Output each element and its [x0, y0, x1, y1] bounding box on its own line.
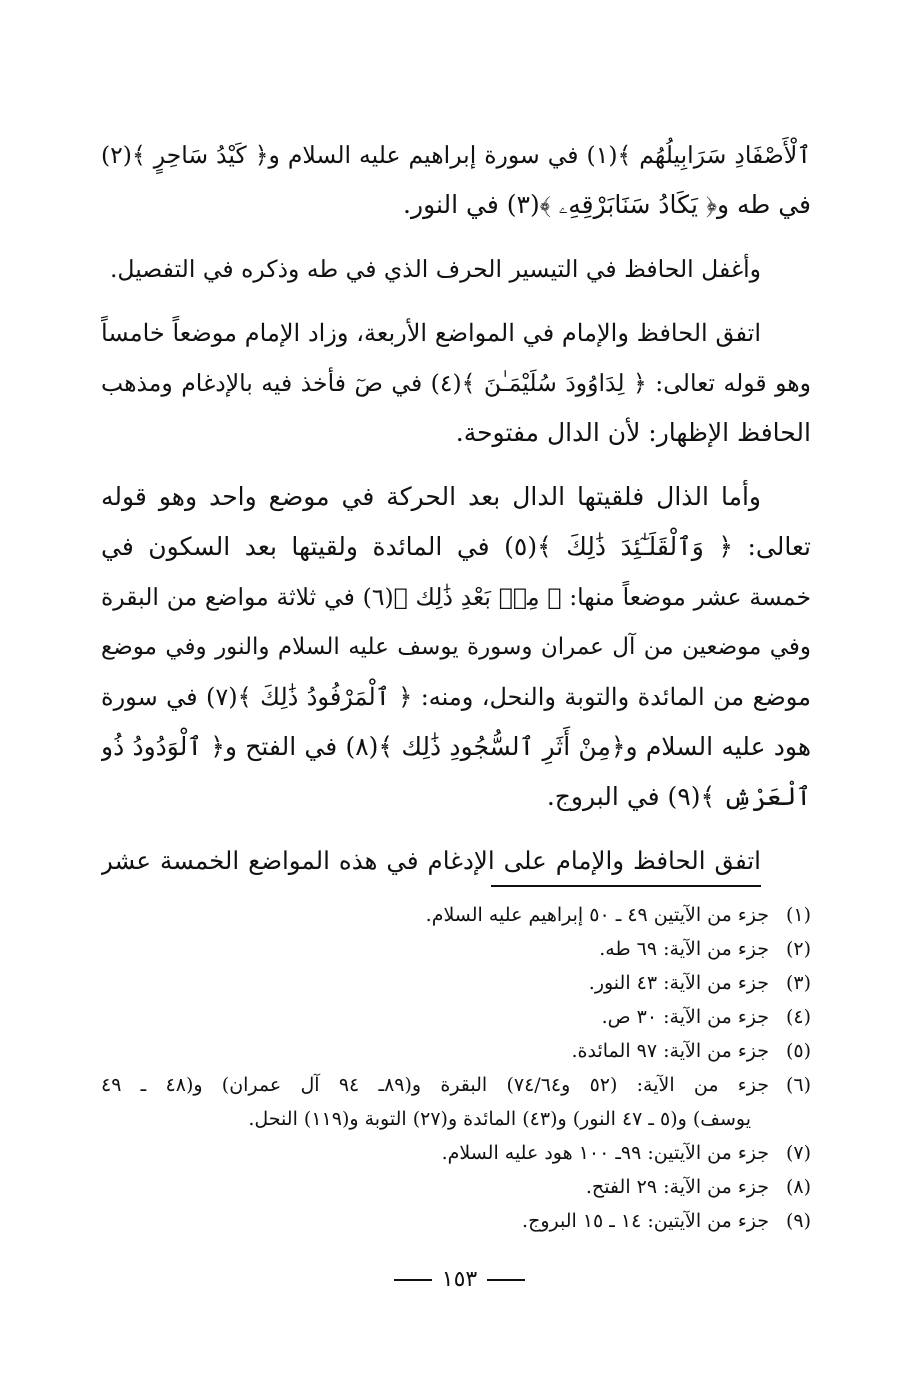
- footnote-continuation: يوسف) و(٥ ـ ٤٧ النور) و(٤٣) المائدة و(٢٧) التوبة و(١١٩) النحل.: [248, 1108, 751, 1130]
- footnote-number: (٢): [785, 938, 811, 960]
- main-text: [101, 130, 811, 886]
- footnote-text: جزء من الآية: ٤٣ النور.: [588, 972, 769, 994]
- text-line: تعالى: ﴿ وَٱلْقَلَـٰٓئِدَ ذَٰلِكَ ﴾(٥) في المائدة ولقيتها بعد السكون في: [101, 532, 811, 561]
- text-line: ٱلْعَرْشِ ﴾(٩) في البروج.: [546, 782, 811, 811]
- footnote: [101, 932, 811, 966]
- text-line: ٱلْأَصْفَادِ سَرَابِيلُهُم ﴾(١) في سورة إبراهيم عليه السلام و﴿ كَيْدُ سَاحِرٍ ﴾(٢): [101, 141, 811, 169]
- text-line: الحافظ الإظهار: لأن الدال مفتوحة.: [455, 418, 811, 447]
- footnote-text: جزء من الآية: (٥٢ و٧٤/٦٤) البقرة و(٨٩ـ ٩٤ آل عمران) و(٤٨ ـ ٤٩: [101, 1074, 769, 1096]
- footnote-number: (٨): [785, 1176, 811, 1198]
- footnote-number: (٣): [785, 972, 811, 994]
- paragraph-gap: [101, 230, 811, 244]
- footnote: [101, 1136, 811, 1170]
- page-number-dash: [487, 1279, 525, 1281]
- footnote-text: جزء من الآية: ٦٩ طه.: [599, 938, 769, 960]
- text-line: وأغفل الحافظ في التيسير الحرف الذي في طه وذكره في التفصيل.: [109, 255, 761, 283]
- footnote-number: (٩): [785, 1210, 811, 1232]
- text-line: اتفق الحافظ والإمام على الإدغام في هذه المواضع الخمسة عشر: [101, 846, 761, 875]
- footnote: [101, 1000, 811, 1034]
- text-line: خمسة عشر موضعاً منها: ﴿ مِنۢ بَعْدِ ذَٰلِك ﴾(٦) في ثلاثة مواضع من البقرة: [101, 583, 811, 611]
- footnote-separator: [491, 885, 761, 887]
- text-line: وفي موضعين من آل عمران وسورة يوسف عليه السلام والنور وفي موضع: [101, 634, 811, 660]
- page-number-dash: [394, 1279, 432, 1281]
- footnote-text: جزء من الآية: ٢٩ الفتح.: [585, 1176, 769, 1198]
- footnote: [101, 966, 811, 1000]
- footnote-number: (٦): [785, 1074, 811, 1096]
- text-line: موضع من المائدة والتوبة والنحل، ومنه: ﴿ ٱلْمَرْفُودُ ذَٰلِكَ ﴾(٧) في سورة: [101, 683, 811, 711]
- footnote-number: (٤): [785, 1006, 811, 1028]
- footnote: [101, 1068, 811, 1102]
- page-number-value: ١٥٣: [441, 1267, 478, 1292]
- footnotes: [101, 898, 811, 1238]
- paragraph-gap: [101, 294, 811, 308]
- footnote: [101, 1170, 811, 1204]
- text-line: اتفق الحافظ والإمام في المواضع الأربعة، وزاد الإمام موضعاً خامساً: [101, 319, 761, 347]
- paragraph-gap: [101, 822, 811, 836]
- text-line: وهو قوله تعالى: ﴿ لِدَاوُودَ سُلَيْمَـٰنَ ﴾(٤) في صٓ فأخذ فيه بالإدغام ومذهب: [101, 369, 811, 397]
- footnote-text: جزء من الآية: ٩٧ المائدة.: [571, 1040, 769, 1062]
- footnote: [101, 1204, 811, 1238]
- paragraph-gap: [101, 458, 811, 472]
- text-line: في طه و﴿ يَكَادُ سَنَابَرْقِهِۦ ﴾(٣) في النور.: [403, 190, 811, 219]
- page-number: [0, 1260, 919, 1300]
- footnote-number: (٥): [785, 1040, 811, 1062]
- footnote-text: جزء من الآيتين: ٩٩ـ ١٠٠ هود عليه السلام.: [441, 1142, 769, 1164]
- footnote: [101, 898, 811, 932]
- footnote: [101, 1034, 811, 1068]
- footnote-number: (١): [785, 904, 811, 926]
- text-line: وأما الذال فلقيتها الدال بعد الحركة في موضع واحد وهو قوله: [101, 482, 761, 511]
- footnote-number: (٧): [785, 1142, 811, 1164]
- footnote-text: جزء من الآيتين: ١٤ ـ ١٥ البروج.: [522, 1210, 769, 1232]
- footnote-text: جزء من الآية: ٣٠ ص.: [601, 1006, 769, 1028]
- text-line: هود عليه السلام و﴿مِنْ أَثَرِ ٱلسُّجُودِ ذَٰلِك ﴾(٨) في الفتح و﴿ ٱلْوَدُودُ ذُو: [101, 732, 811, 761]
- footnote-text: جزء من الآيتين ٤٩ ـ ٥٠ إبراهيم عليه السلام.: [425, 904, 769, 926]
